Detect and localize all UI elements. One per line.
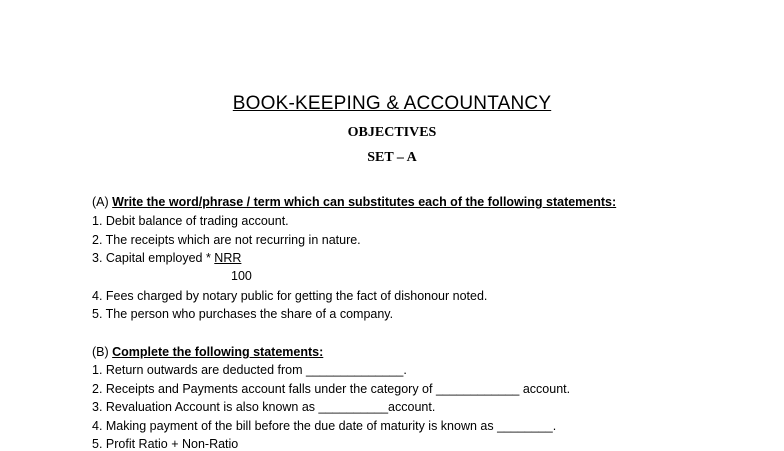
objectives-heading: OBJECTIVES [347, 125, 437, 140]
section-b-item-3: 3. Revaluation Account is also known as __________account. [92, 400, 436, 414]
section-a-instruction: Write the word/phrase / term which can substitutes each of the following statements: [112, 195, 617, 209]
section-b-item-2: 2. Receipts and Payments account falls under the category of ____________ account. [92, 382, 571, 396]
document-title: BOOK-KEEPING & ACCOUNTANCY [232, 93, 552, 114]
set-heading: SET – A [367, 150, 417, 165]
fraction-numerator: NRR [214, 251, 242, 265]
section-a-label: (A) [92, 195, 113, 209]
section-a-item-1: 1. Debit balance of trading account. [92, 214, 289, 228]
section-b-item-1: 1. Return outwards are deducted from ______________. [92, 363, 407, 377]
section-a-item-5: 5. The person who purchases the share of a company. [92, 307, 394, 321]
section-b-heading [92, 345, 323, 359]
fraction-denominator: 100 [231, 269, 252, 283]
section-b-item-4: 4. Making payment of the bill before the due date of maturity is known as ________. [92, 419, 557, 433]
section-b-label: (B) [92, 345, 113, 359]
section-b-item-5: 5. Profit Ratio + Non-Ratio [92, 437, 239, 451]
section-a-heading [92, 195, 616, 209]
section-a-item-3-text: 3. Capital employed * [92, 251, 215, 265]
section-b-instruction: Complete the following statements: [112, 345, 324, 359]
section-a-item-2: 2. The receipts which are not recurring in nature. [92, 233, 361, 247]
section-a-item-3 [92, 251, 241, 265]
section-a-item-4: 4. Fees charged by notary public for getting the fact of dishonour noted. [92, 289, 488, 303]
